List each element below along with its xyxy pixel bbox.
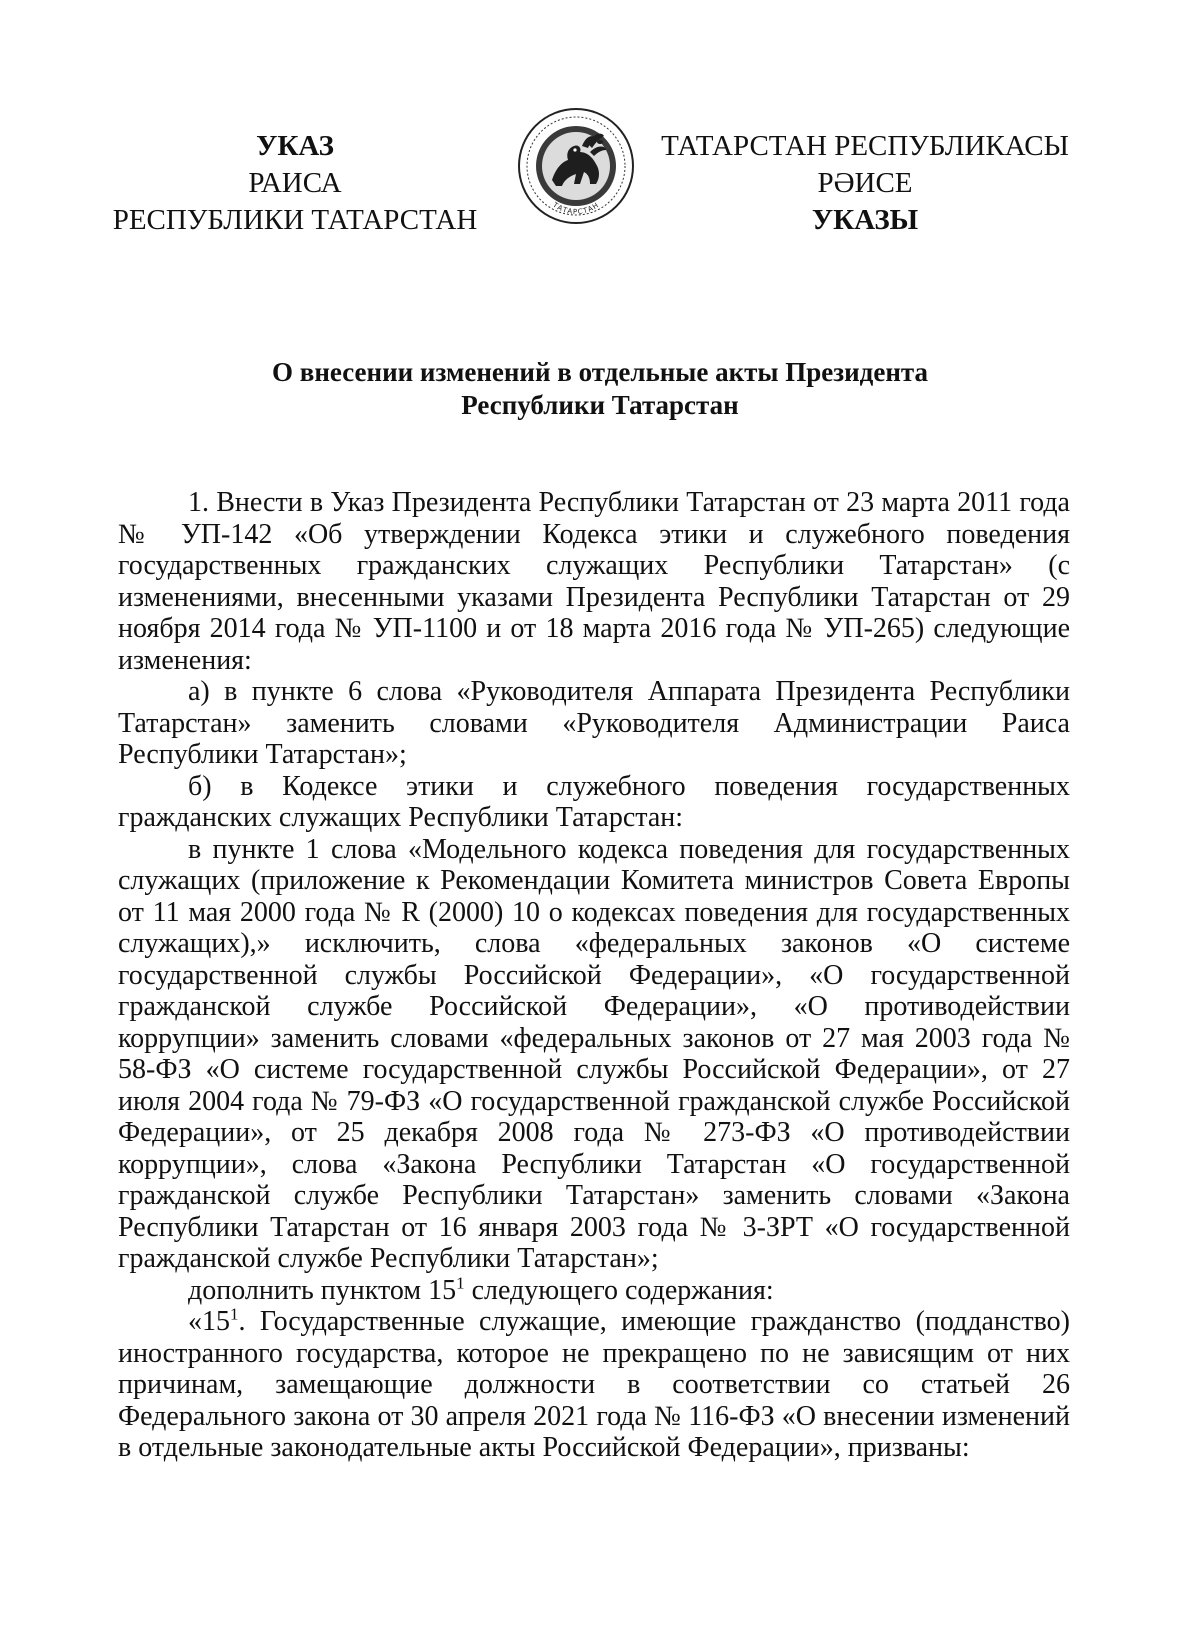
paragraph-2: а) в пункте 6 слова «Руководителя Аппарата Президента Республики Татарстан» заменить словами «Руководителя Администрации Раиса Республики Татарстан»;: [118, 676, 1070, 770]
paragraph-6: [118, 1306, 1070, 1464]
title-line-1: О внесении изменений в отдельные акты Президента: [272, 357, 928, 387]
paragraph-6-text-a: «15: [188, 1306, 230, 1337]
emblem-text: ТАТАРСТАН: [551, 200, 601, 217]
paragraph-6-text-b: . Государственные служащие, имеющие гражданство (подданство) иностранного государства, которое не прекращено по не зависящим от них причинам, замещающие должности в соответствии со статьей 26 Федерального закона от 30 апреля 2021 года № 116-ФЗ «О внесении изменений в отдельные законодательные акты Российской Федерации», призваны:: [118, 1306, 1070, 1463]
header-left: [100, 128, 490, 239]
paragraph-3: б) в Кодексе этики и служебного поведения государственных гражданских служащих Республики Татарстан:: [118, 770, 1070, 833]
paragraph-1: 1. Внести в Указ Президента Республики Татарстан от 23 марта 2011 года № УП-142 «Об утверждении Кодекса этики и служебного поведения государственных гражданских служащих Республики Татарстан» (с изменениями, внесенными указами Президента Республики Татарстан от 29 ноября 2014 года № УП-1100 и от 18 марта 2016 года № УП-265) следующие изменения:: [118, 487, 1070, 676]
header-left-line-1: УКАЗ: [256, 130, 334, 162]
paragraph-6-superscript: 1: [230, 1304, 239, 1324]
paragraph-5: [118, 1275, 1070, 1307]
header-right: [650, 128, 1080, 239]
document-title: [120, 356, 1080, 422]
paragraph-5-text-b: следующего содержания:: [464, 1274, 774, 1306]
paragraph-4: в пункте 1 слова «Модельного кодекса поведения для государственных служащих (приложение к Рекомендации Комитета министров Совета Европы от 11 мая 2000 года № R (2000) 10 о кодексах поведения для государственных служащих),» исключить, слова «федеральных законов «О системе государственной службы Российской Федерации», «О государственной гражданской службе Российской Федерации», «О противодействии коррупции» заменить словами «федеральных законов от 27 мая 2003 года № 58-ФЗ «О системе государственной службы Российской Федерации», от 27 июля 2004 года № 79-ФЗ «О государственной гражданской службе Российской Федерации», от 25 декабря 2008 года № 273-ФЗ «О противодействии коррупции», слова «Закона Республики Татарстан «О государственной гражданской службе Республики Татарстан» заменить словами «Закона Республики Татарстан от 16 января 2003 года № 3-ЗРТ «О государственной гражданской службе Республики Татарстан»;: [118, 833, 1070, 1274]
coat-of-arms-emblem: [516, 106, 636, 226]
title-line-2: Республики Татарстан: [461, 390, 739, 420]
paragraph-5-text-a: дополнить пунктом 15: [188, 1274, 457, 1306]
header-left-line-2: РАИСА: [248, 167, 342, 199]
header-left-line-3: РЕСПУБЛИКИ ТАТАРСТАН: [112, 204, 478, 236]
document-body: [118, 487, 1070, 1464]
header-right-line-3: УКАЗЫ: [811, 204, 919, 236]
header-right-line-1: ТАТАРСТАН РЕСПУБЛИКАСЫ: [661, 130, 1069, 162]
paragraph-5-superscript: 1: [456, 1273, 465, 1293]
header-right-line-2: РӘИСЕ: [817, 167, 913, 199]
